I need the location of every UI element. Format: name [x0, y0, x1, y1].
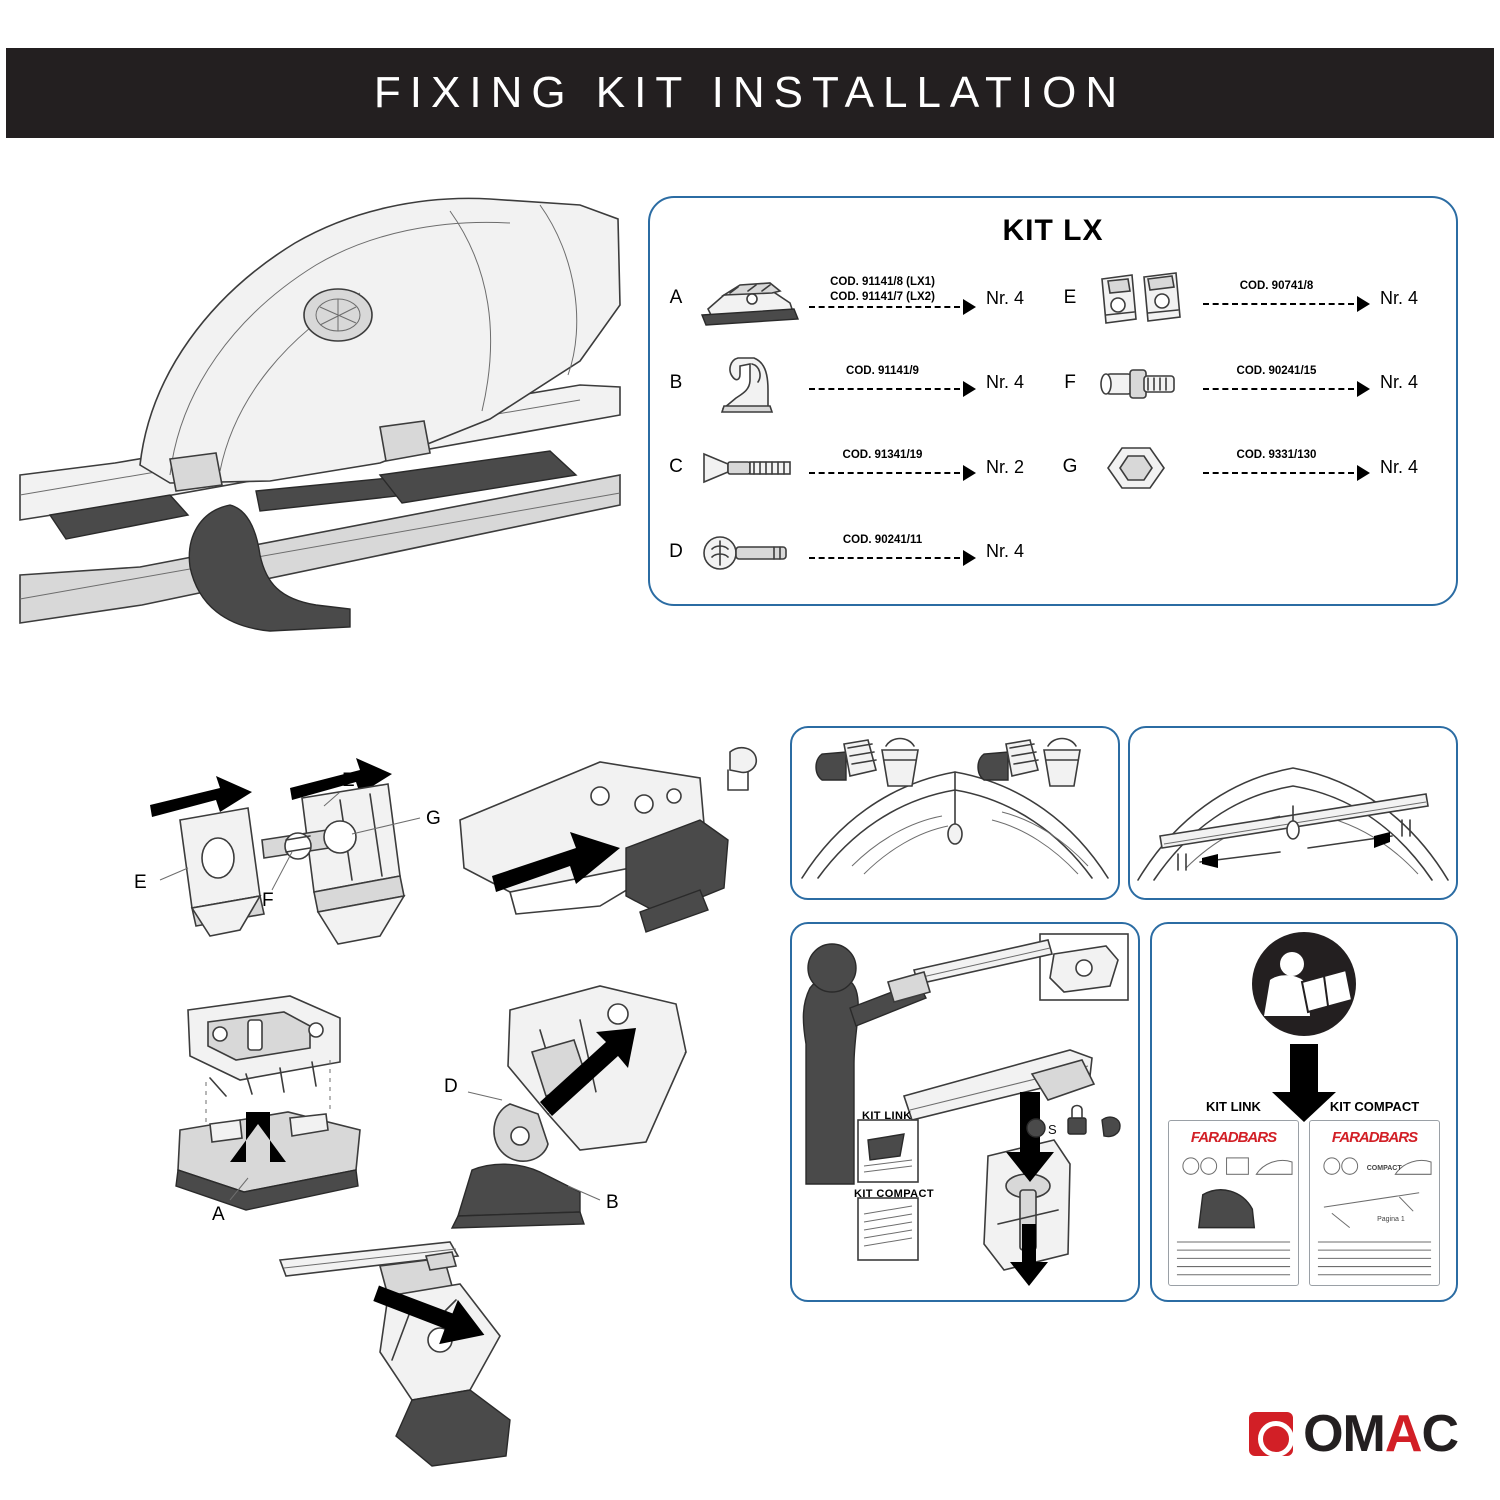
page-header: [6, 48, 1494, 138]
kit-item-c: [664, 425, 1048, 510]
step-hook-engage: [444, 986, 686, 1228]
assembly-label-e-right: E: [342, 770, 355, 791]
assembly-label-e-left: E: [134, 872, 147, 893]
manual-cards: [1168, 1099, 1440, 1286]
compact-label: COMPACT: [1366, 1165, 1402, 1173]
clamp-pair-icon: [1088, 265, 1193, 331]
kit-item-g: [1058, 425, 1442, 510]
dashed-arrow-line: [809, 388, 960, 390]
kit-item-e: [1058, 256, 1442, 341]
arrow-head-icon: [1357, 381, 1370, 397]
kit-grid-empty-cell: [1058, 510, 1442, 595]
kit-item-codes: COD. 9331/130: [1236, 449, 1317, 462]
hero-illustration: [20, 175, 620, 655]
kit-item-qty: Nr. 4: [1380, 287, 1419, 308]
step-bracket-on-pad: [176, 996, 360, 1225]
omac-wordmark: [1303, 1404, 1458, 1464]
kit-item-codes: COD. 91141/9: [846, 364, 919, 377]
hex-nut-icon: [1088, 434, 1193, 500]
dashed-arrow-line: [809, 306, 960, 308]
assembly-label-d: D: [444, 1076, 458, 1097]
foot-bracket-icon: [694, 265, 799, 331]
kit-link-card: [1168, 1099, 1299, 1286]
kit-item-letter: F: [1064, 371, 1076, 393]
arrow-head-icon: [963, 550, 976, 566]
omac-logo: [1249, 1404, 1458, 1464]
assembly-label-g: G: [426, 808, 441, 829]
arrow-head-icon: [1357, 296, 1370, 312]
kit-item-letter: E: [1063, 287, 1077, 309]
sleeve-bolt-icon: [1088, 350, 1193, 416]
kit-item-b: [664, 341, 1048, 426]
kit-compact-label-right: KIT COMPACT: [1329, 1099, 1420, 1114]
kit-item-codes: COD. 91341/19: [842, 449, 923, 462]
kit-item-letter: A: [669, 287, 683, 309]
arrow-head-icon: [1357, 465, 1370, 481]
dashed-arrow-line: [1203, 472, 1354, 474]
kit-item-qty: Nr. 4: [1380, 456, 1419, 477]
dashed-arrow-line: [809, 557, 960, 559]
kit-item-codes: COD. 91141/8 (LX1) COD. 91141/7 (LX2): [830, 276, 935, 303]
panel-read-manual: [1150, 922, 1458, 1302]
bolt-icon: [694, 519, 799, 585]
kit-title: KIT LX: [1002, 214, 1104, 247]
omac-mark-icon: [1249, 1412, 1293, 1456]
page-label: Pagina 1: [1377, 1216, 1405, 1224]
arrow-head-icon: [963, 381, 976, 397]
kit-compact-label-left: KIT COMPACT: [854, 1188, 934, 1200]
omac-text-left: OM: [1303, 1405, 1385, 1463]
step-foot-insert: [460, 748, 756, 932]
kit-item-f: [1058, 341, 1442, 426]
kit-item-qty: Nr. 4: [986, 541, 1025, 562]
step-bar-onto-foot: [280, 1242, 510, 1466]
dashed-arrow-line: [809, 472, 960, 474]
page-title: FIXING KIT INSTALLATION: [373, 68, 1127, 117]
brand-logo-faradbars: FARADBARS: [1190, 1129, 1277, 1146]
kit-item-codes: COD. 90741/8: [1239, 280, 1314, 293]
assembly-diagrams: [40, 700, 760, 1460]
kit-item-qty: Nr. 4: [986, 372, 1025, 393]
brand-logo-faradbars-2: FARADBARS: [1331, 1129, 1418, 1146]
kit-item-qty: Nr. 4: [986, 287, 1025, 308]
hook-clamp-icon: [694, 350, 799, 416]
kit-link-label-left: KIT LINK: [862, 1110, 912, 1122]
kit-compact-card: [1309, 1099, 1440, 1286]
key-tool-icon: [694, 434, 799, 500]
assembly-label-f: F: [262, 890, 274, 911]
dashed-arrow-line: [1203, 303, 1354, 305]
kit-item-qty: Nr. 2: [986, 456, 1025, 477]
kit-link-label-right: KIT LINK: [1206, 1099, 1261, 1114]
kit-item-qty: Nr. 4: [1380, 372, 1419, 393]
dashed-arrow-line: [1203, 388, 1354, 390]
panel-clean-rails: [790, 726, 1120, 900]
kit-item-letter: G: [1062, 456, 1078, 478]
kit-item-a: [664, 256, 1048, 341]
kit-item-d: [664, 510, 1048, 595]
kit-item-letter: B: [669, 371, 683, 393]
kit-item-codes: COD. 90241/11: [842, 533, 923, 546]
kit-contents-panel: [648, 196, 1458, 606]
arrow-head-icon: [963, 465, 976, 481]
panel-tighten-step: [790, 922, 1140, 1302]
step-clamp-exploded: [134, 758, 441, 944]
arrow-head-icon: [963, 299, 976, 315]
kit-item-letter: D: [669, 540, 683, 562]
omac-text-right: C: [1421, 1405, 1458, 1463]
kit-item-letter: C: [669, 456, 683, 478]
omac-text-accent: A: [1384, 1405, 1422, 1463]
svg-text:S: S: [1048, 1122, 1057, 1137]
assembly-label-a: A: [212, 1204, 225, 1225]
panel-measure-rails: [1128, 726, 1458, 900]
kit-item-codes: COD. 90241/15: [1236, 364, 1317, 377]
assembly-label-b: B: [606, 1192, 619, 1213]
